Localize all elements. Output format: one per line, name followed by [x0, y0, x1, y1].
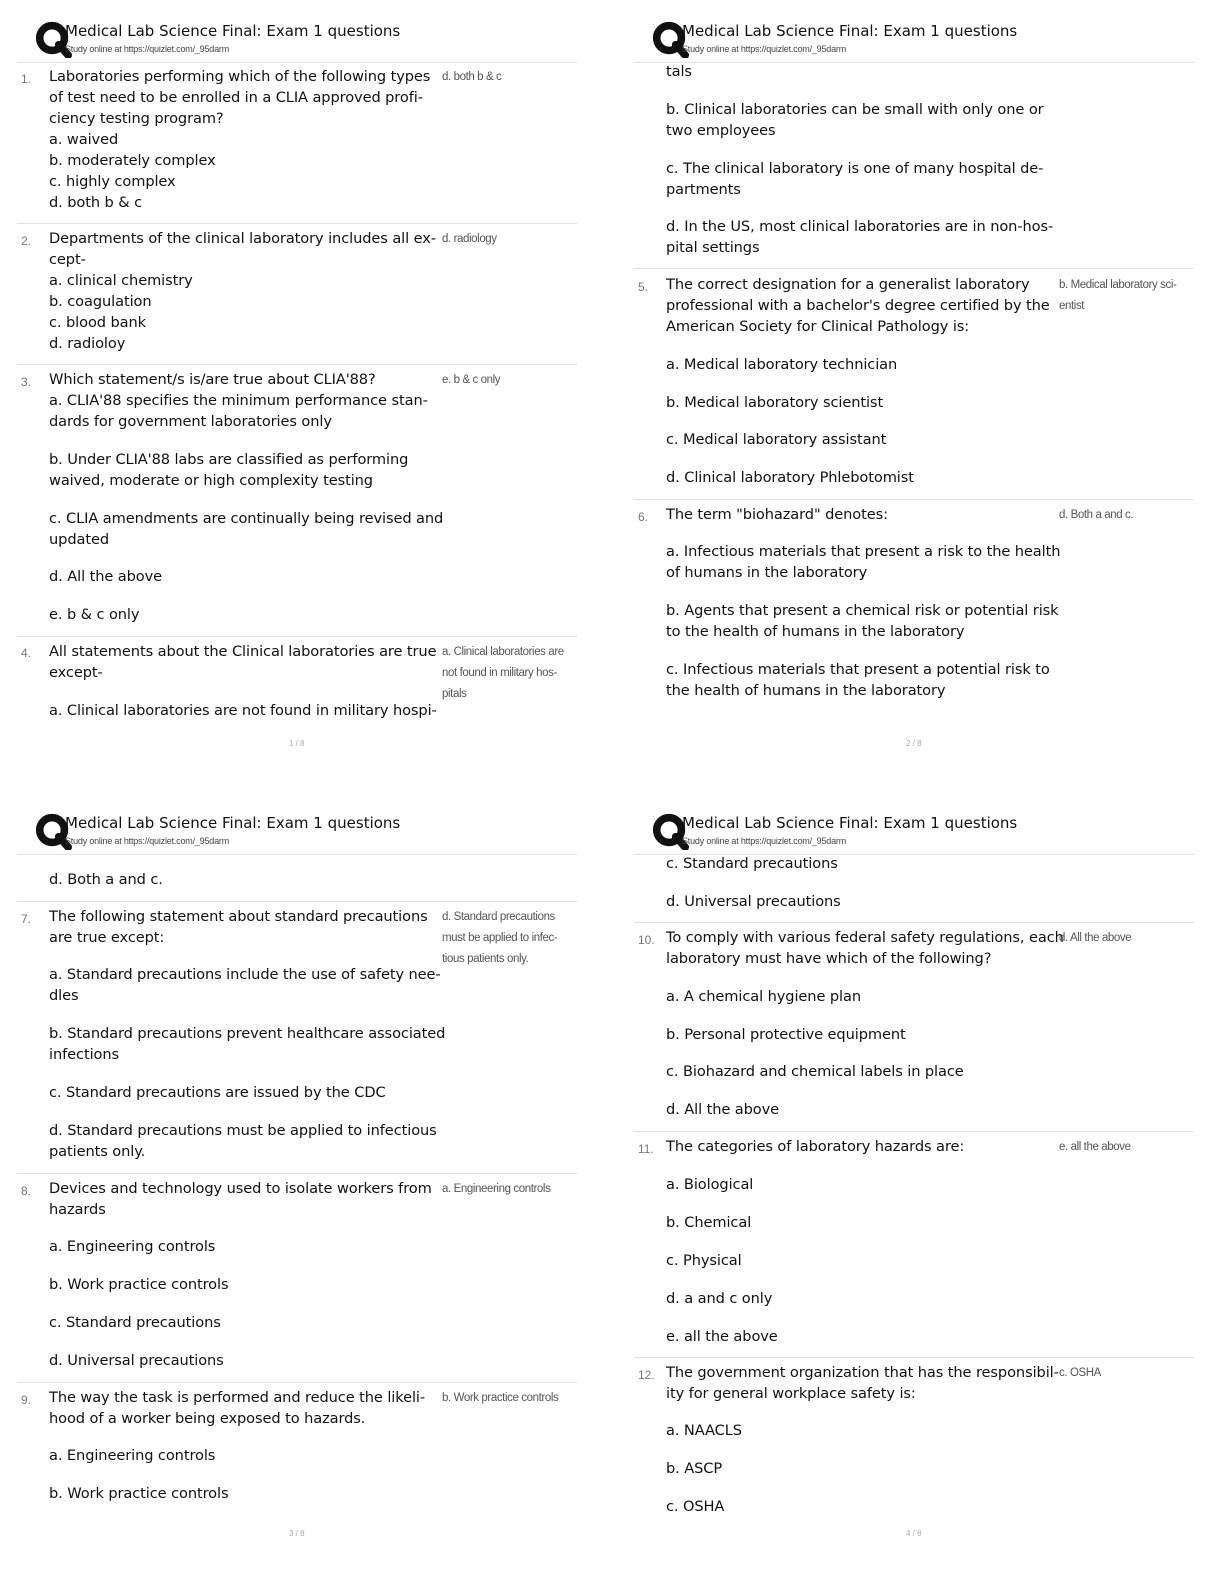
- option-line: b. Standard precautions prevent healthcare associated: [49, 1025, 446, 1042]
- option-line: d. Clinical laboratory Phlebotomist: [666, 469, 914, 486]
- option-line: d. All the above: [49, 568, 163, 585]
- option-line: d. Standard precautions must be applied to infectious: [49, 1122, 437, 1139]
- question-number: 11.: [638, 1142, 654, 1156]
- option-line: e. b & c only: [49, 606, 140, 623]
- question-line: American Society for Clinical Pathology is:: [666, 318, 970, 335]
- page-title: Medical Lab Science Final: Exam 1 questions: [682, 22, 1018, 40]
- option-line: d. Universal precautions: [666, 893, 841, 910]
- question-line: The following statement about standard precautions: [49, 908, 428, 925]
- option-line: b. Medical laboratory scientist: [666, 394, 884, 411]
- study-online-link[interactable]: Study online at https://quizlet.com/_95darm: [682, 44, 846, 54]
- option-line: b. ASCP: [666, 1460, 723, 1477]
- divider: [17, 854, 577, 855]
- answer-text: d. radiology: [442, 233, 497, 245]
- question-line: Departments of the clinical laboratory includes all ex-: [49, 230, 436, 247]
- option-line: patients only.: [49, 1143, 146, 1160]
- question-line: All statements about the Clinical laboratories are true: [49, 643, 437, 660]
- page-header: [634, 792, 1224, 846]
- option-line: c. The clinical laboratory is one of many hospital de-: [666, 160, 1044, 177]
- option-line: d. radioloy: [49, 335, 126, 352]
- divider: [17, 364, 577, 365]
- question-line: hood of a worker being exposed to hazards.: [49, 1410, 366, 1427]
- divider: [17, 62, 577, 63]
- option-line: two employees: [666, 122, 776, 139]
- page-header: [17, 0, 607, 54]
- answer-text: d. All the above: [1059, 932, 1132, 944]
- option-line: c. Biohazard and chemical labels in place: [666, 1063, 964, 1080]
- question-number: 10.: [638, 933, 655, 947]
- answer-text: tious patients only.: [442, 953, 529, 965]
- page-number: 1 / 8: [289, 739, 305, 748]
- answer-text: e. all the above: [1059, 1141, 1131, 1153]
- option-line: c. blood bank: [49, 314, 146, 331]
- option-line: b. Work practice controls: [49, 1485, 229, 1502]
- page-1: [17, 0, 607, 776]
- answer-text: pitals: [442, 688, 467, 700]
- question-line: are true except:: [49, 929, 165, 946]
- option-line: c. Standard precautions are issued by the CDC: [49, 1084, 386, 1101]
- option-line: b. Agents that present a chemical risk or potential risk: [666, 602, 1059, 619]
- option-line: updated: [49, 531, 109, 548]
- question-line: hazards: [49, 1201, 106, 1218]
- answer-text: d. Standard precautions: [442, 911, 555, 923]
- question-number: 9.: [21, 1393, 32, 1407]
- option-line: a. Clinical laboratories are not found in military hospi-: [49, 702, 437, 719]
- option-line: a. clinical chemistry: [49, 272, 193, 289]
- question-number: 5.: [638, 280, 649, 294]
- page-4: [634, 792, 1224, 1568]
- question-line: Devices and technology used to isolate workers from: [49, 1180, 432, 1197]
- option-line: a. Medical laboratory technician: [666, 356, 898, 373]
- option-line: e. all the above: [666, 1328, 778, 1345]
- question-line: Which statement/s is/are true about CLIA'88?: [49, 371, 376, 388]
- option-line: a. NAACLS: [666, 1422, 742, 1439]
- option-line: a. waived: [49, 131, 119, 148]
- question-number: 2.: [21, 234, 32, 248]
- answer-text: c. OSHA: [1059, 1367, 1101, 1379]
- question-number: 8.: [21, 1184, 32, 1198]
- answer-text: not found in military hos-: [442, 667, 557, 679]
- option-line: a. Infectious materials that present a risk to the health: [666, 543, 1061, 560]
- option-line: a. A chemical hygiene plan: [666, 988, 861, 1005]
- option-line: of humans in the laboratory: [666, 564, 868, 581]
- page-header: [634, 0, 1224, 54]
- divider: [634, 499, 1194, 500]
- answer-text: b. Medical laboratory sci-: [1059, 279, 1177, 291]
- option-line: c. Standard precautions: [49, 1314, 221, 1331]
- option-line: dards for government laboratories only: [49, 413, 332, 430]
- option-line: d. Both a and c.: [49, 871, 163, 888]
- divider: [17, 223, 577, 224]
- question-number: 7.: [21, 912, 32, 926]
- option-line: c. Standard precautions: [666, 855, 838, 872]
- page-3: [17, 792, 607, 1568]
- page-title: Medical Lab Science Final: Exam 1 questions: [682, 814, 1018, 832]
- option-line: dles: [49, 987, 79, 1004]
- page-number: 3 / 8: [289, 1529, 305, 1538]
- study-online-link[interactable]: Study online at https://quizlet.com/_95darm: [65, 836, 229, 846]
- question-number: 6.: [638, 510, 649, 524]
- option-line: partments: [666, 181, 741, 198]
- answer-text: entist: [1059, 300, 1085, 312]
- page-title: Medical Lab Science Final: Exam 1 questions: [65, 22, 401, 40]
- option-line: infections: [49, 1046, 120, 1063]
- option-line: c. Medical laboratory assistant: [666, 431, 887, 448]
- option-line: the health of humans in the laboratory: [666, 682, 946, 699]
- divider: [634, 922, 1194, 923]
- option-line: b. Work practice controls: [49, 1276, 229, 1293]
- question-line: except-: [49, 664, 103, 681]
- page-title: Medical Lab Science Final: Exam 1 questions: [65, 814, 401, 832]
- question-line: Laboratories performing which of the following types: [49, 68, 431, 85]
- option-line: a. Biological: [666, 1176, 754, 1193]
- option-line: b. moderately complex: [49, 152, 216, 169]
- option-line: c. Infectious materials that present a potential risk to: [666, 661, 1050, 678]
- question-line: ity for general workplace safety is:: [666, 1385, 916, 1402]
- question-line: The categories of laboratory hazards are:: [666, 1138, 965, 1155]
- option-line: a. Standard precautions include the use of safety nee-: [49, 966, 441, 983]
- divider: [634, 62, 1194, 63]
- option-line: waived, moderate or high complexity testing: [49, 472, 373, 489]
- divider: [17, 901, 577, 902]
- study-online-link[interactable]: Study online at https://quizlet.com/_95darm: [682, 836, 846, 846]
- question-line: of test need to be enrolled in a CLIA approved profi-: [49, 89, 423, 106]
- question-number: 4.: [21, 646, 32, 660]
- option-line: c. highly complex: [49, 173, 176, 190]
- divider: [634, 268, 1194, 269]
- option-line: pital settings: [666, 239, 760, 256]
- question-line: The government organization that has the responsibil-: [666, 1364, 1059, 1381]
- question-line: cept-: [49, 251, 86, 268]
- divider: [634, 1131, 1194, 1132]
- option-line: a. Engineering controls: [49, 1447, 216, 1464]
- question-number: 12.: [638, 1368, 655, 1382]
- page-2: [634, 0, 1224, 776]
- answer-text: e. b & c only: [442, 374, 501, 386]
- option-line: d. Universal precautions: [49, 1352, 224, 1369]
- option-line: to the health of humans in the laboratory: [666, 623, 965, 640]
- option-line: b. Under CLIA'88 labs are classified as performing: [49, 451, 409, 468]
- answer-text: b. Work practice controls: [442, 1392, 559, 1404]
- question-line: ciency testing program?: [49, 110, 224, 127]
- answer-text: must be applied to infec-: [442, 932, 558, 944]
- question-line: professional with a bachelor's degree certified by the: [666, 297, 1050, 314]
- question-number: 1.: [21, 72, 32, 86]
- question-line: To comply with various federal safety regulations, each: [666, 929, 1064, 946]
- option-line: b. Personal protective equipment: [666, 1026, 906, 1043]
- option-line: d. a and c only: [666, 1290, 773, 1307]
- page-header: [17, 792, 607, 846]
- answer-text: a. Engineering controls: [442, 1183, 551, 1195]
- question-number: 3.: [21, 375, 32, 389]
- divider: [17, 636, 577, 637]
- question-line: The term "biohazard" denotes:: [666, 506, 888, 523]
- option-line: b. Chemical: [666, 1214, 752, 1231]
- option-line: a. CLIA'88 specifies the minimum performance stan-: [49, 392, 428, 409]
- question-line: The correct designation for a generalist laboratory: [666, 276, 1030, 293]
- divider: [634, 1357, 1194, 1358]
- page-number: 2 / 8: [906, 739, 922, 748]
- answer-text: d. both b & c: [442, 71, 502, 83]
- question-line: laboratory must have which of the following?: [666, 950, 992, 967]
- study-online-link[interactable]: Study online at https://quizlet.com/_95darm: [65, 44, 229, 54]
- option-line: b. coagulation: [49, 293, 152, 310]
- page-number: 4 / 8: [906, 1529, 922, 1538]
- option-line: b. Clinical laboratories can be small with only one or: [666, 101, 1044, 118]
- option-line: c. CLIA amendments are continually being revised and: [49, 510, 444, 527]
- option-line: a. Engineering controls: [49, 1238, 216, 1255]
- option-line: c. OSHA: [666, 1498, 725, 1515]
- option-line: d. All the above: [666, 1101, 780, 1118]
- answer-text: d. Both a and c.: [1059, 509, 1134, 521]
- option-line: d. both b & c: [49, 194, 142, 211]
- option-line: c. Physical: [666, 1252, 742, 1269]
- answer-text: a. Clinical laboratories are: [442, 646, 564, 658]
- option-line: d. In the US, most clinical laboratories are in non-hos-: [666, 218, 1054, 235]
- divider: [17, 1173, 577, 1174]
- divider: [17, 1382, 577, 1383]
- option-line: tals: [666, 63, 692, 80]
- question-line: The way the task is performed and reduce the likeli-: [49, 1389, 426, 1406]
